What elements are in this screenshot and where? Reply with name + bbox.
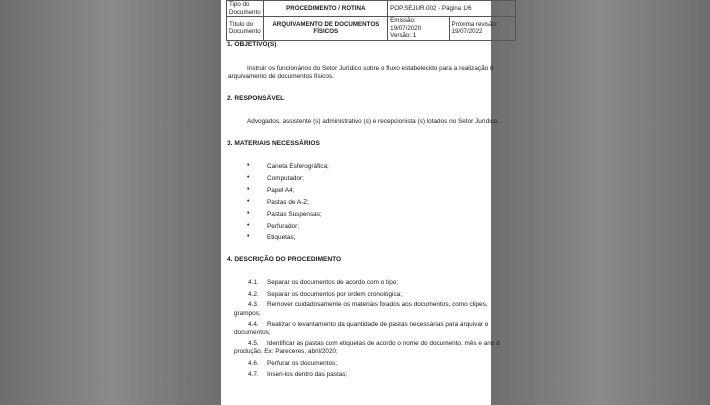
step-text-continuation: produção. Ex: Pareceres, abril/2020; bbox=[234, 348, 338, 355]
versao: Versão: 1 bbox=[390, 32, 417, 39]
list-item: Pastas de A-Z; bbox=[267, 199, 309, 206]
step-number: 4.6. bbox=[248, 360, 259, 367]
step-number: 4.1. bbox=[248, 279, 259, 286]
tipo-label: Tipo do Documento bbox=[227, 1, 264, 17]
step-text-continuation: documentos; bbox=[234, 329, 271, 336]
viewer-background-right bbox=[491, 0, 710, 405]
titulo-label: Título do Documento bbox=[227, 17, 264, 41]
list-item: Papel A4; bbox=[267, 187, 295, 194]
list-item: Etiquetas; bbox=[267, 234, 296, 241]
objetivo-text-line1: Instruir os funcionários do Setor Jurídico sobre o fluxo estabelecido para a realização d bbox=[247, 65, 494, 72]
bullet-icon: • bbox=[247, 186, 250, 193]
step-text: Inseri-los dentro das pastas; bbox=[267, 371, 348, 378]
titulo-value: ARQUIVAMENTO DE DOCUMENTOS FÍSICOS bbox=[264, 17, 388, 41]
section-heading-materiais: 3. MATERIAIS NECESSÁRIOS bbox=[227, 140, 320, 147]
bullet-icon: • bbox=[247, 210, 250, 217]
step-number: 4.3. bbox=[248, 301, 259, 308]
bullet-icon: • bbox=[247, 162, 250, 169]
list-item: Computador; bbox=[267, 175, 304, 182]
codigo-pagina: POP.SEJUR.002 - Página 1/6 bbox=[388, 1, 516, 17]
section-heading-objetivo: 1. OBJETIVO(S) bbox=[227, 41, 277, 48]
section-heading-responsavel: 2. RESPONSÁVEL bbox=[227, 95, 285, 102]
responsavel-text: Advogados, assistente (s) administrativo (s) e recepcionista (s) lotados no Setor Jurídico. bbox=[247, 118, 500, 125]
list-item: Perfurador; bbox=[267, 223, 299, 230]
step-text: Remover cuidadosamente os materiais fixados aos documentos, como clipes, bbox=[267, 301, 488, 308]
bullet-icon: • bbox=[247, 233, 250, 240]
document-page bbox=[221, 0, 500, 405]
section-heading-descricao: 4. DESCRIÇÃO DO PROCEDIMENTO bbox=[227, 256, 342, 263]
step-text: Identificar as pastas com etiquetas de acordo o nome do documento, mês e ano d bbox=[267, 340, 500, 347]
step-number: 4.2. bbox=[248, 291, 259, 298]
emissao-versao bbox=[388, 17, 449, 41]
list-item: Pastas Suspensas; bbox=[267, 211, 322, 218]
step-text: Perfurar os documentos; bbox=[267, 360, 337, 367]
bullet-icon: • bbox=[247, 198, 250, 205]
emissao: Emissão: 19/07/2020 bbox=[390, 17, 422, 32]
step-text: Separar os documentos de acordo com o tipo; bbox=[267, 279, 399, 286]
list-item: Caneta Esferográfica; bbox=[267, 163, 329, 170]
objetivo-text-line2: arquivamento de documentos físicos. bbox=[228, 73, 334, 80]
step-text-continuation: grampos; bbox=[234, 310, 261, 317]
step-number: 4.5. bbox=[248, 340, 259, 347]
step-number: 4.7. bbox=[248, 371, 259, 378]
header-table bbox=[226, 0, 516, 41]
tipo-value: PROCEDIMENTO / ROTINA bbox=[264, 1, 388, 17]
step-text: Separar os documentos por ordem cronológica; bbox=[267, 291, 402, 298]
step-text: Realizar o levantamento da quantidade de pastas necessárias para arquivar o bbox=[267, 321, 489, 328]
bullet-icon: • bbox=[247, 222, 250, 229]
step-number: 4.4. bbox=[248, 321, 259, 328]
proxima-revisao: Próxima revisão: 19/07/2022 bbox=[449, 17, 515, 41]
document-header bbox=[226, 0, 516, 41]
bullet-icon: • bbox=[247, 174, 250, 181]
viewer-background-left bbox=[0, 0, 221, 405]
